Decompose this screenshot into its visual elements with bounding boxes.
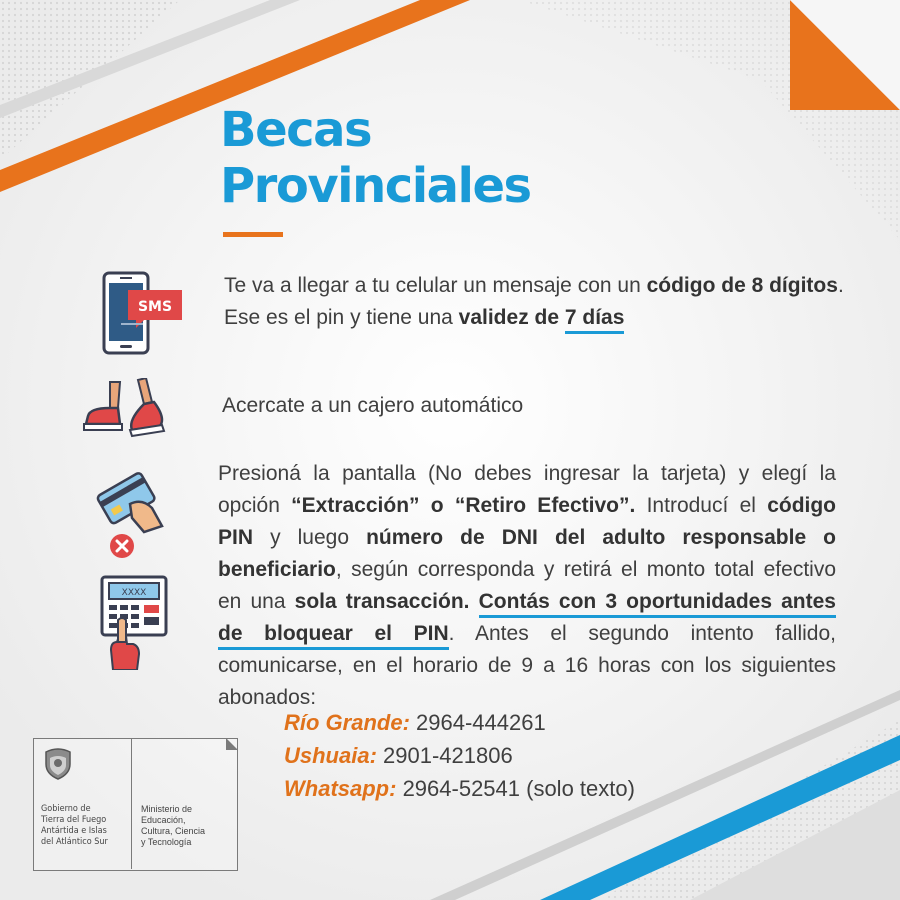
step-3-bold-attempts: Contás con 3 oportunidades antes de bloquear el PIN <box>218 590 836 650</box>
title-line-2: Provinciales <box>220 158 531 214</box>
logo-government-text: Gobierno de Tierra del Fuego Antártida e Islas del Atlántico Sur <box>41 804 108 847</box>
contact-phone: 2964-444261 <box>409 710 546 735</box>
step-3-text <box>218 458 836 714</box>
step-1-text-b: . Ese es el pin y tiene una <box>224 274 844 329</box>
contact-list <box>284 706 635 805</box>
no-card-icon <box>108 532 136 560</box>
walking-feet-icon <box>80 378 170 448</box>
step-3-bold-option: “Extracción” o “Retiro Efectivo”. <box>291 494 636 517</box>
atm-keypad-icon <box>99 574 171 670</box>
step-3-text-1: Presioná la pantalla (No debes ingresar la tarjeta) y elegí la opción <box>218 462 836 517</box>
title-underline <box>223 232 283 237</box>
card-hand-icon <box>96 468 166 534</box>
contact-phone: 2901-421806 <box>376 743 513 768</box>
step-1-bold-days: 7 días <box>565 306 625 334</box>
contact-label: Río Grande: <box>284 710 410 735</box>
contact-phone: 2964-52541 (solo texto) <box>396 776 635 801</box>
phone-sms-icon <box>98 268 188 358</box>
step-3-text-5 <box>470 590 479 613</box>
folded-corner <box>226 738 238 750</box>
atm-screen-text: XXXX <box>121 588 147 598</box>
step-1-text-a: Te va a llegar a tu celular un mensaje con un <box>224 274 647 297</box>
step-1-text <box>224 270 844 334</box>
step-3-bold-pin: código PIN <box>218 494 837 549</box>
sms-label: SMS <box>137 299 173 315</box>
step-3-bold-transaction: sola transacción. <box>294 590 470 613</box>
step-2-text: Acercate a un cajero automático <box>222 394 524 417</box>
step-3-text-3: y luego <box>253 526 367 549</box>
step-1-bold-validez: validez de <box>458 306 565 329</box>
step-3-text-6: . Antes el segundo intento fallido, comunicarse, en el horario de 9 a 16 horas con los siguientes abonados: <box>218 622 836 709</box>
step-3-bold-dni: número de DNI del adulto responsable o beneficiario <box>218 526 837 581</box>
contact-whatsapp <box>284 772 635 805</box>
coat-of-arms-icon <box>43 746 73 780</box>
step-3-text-2: Introducí el <box>635 494 768 517</box>
page-title <box>220 102 531 214</box>
step-1-bold-code: código de 8 dígitos <box>646 274 838 297</box>
contact-rio-grande <box>284 706 635 739</box>
logo-ministry-text: Ministerio de Educación, Cultura, Ciencia y Tecnología <box>141 804 206 847</box>
contact-ushuaia <box>284 739 635 772</box>
title-line-1: Becas <box>220 102 372 158</box>
contact-label: Ushuaia: <box>284 743 377 768</box>
contact-label: Whatsapp: <box>284 776 397 801</box>
step-3-text-4: , según corresponda y retirá el monto total efectivo en una <box>218 558 836 613</box>
government-logo <box>33 738 238 871</box>
